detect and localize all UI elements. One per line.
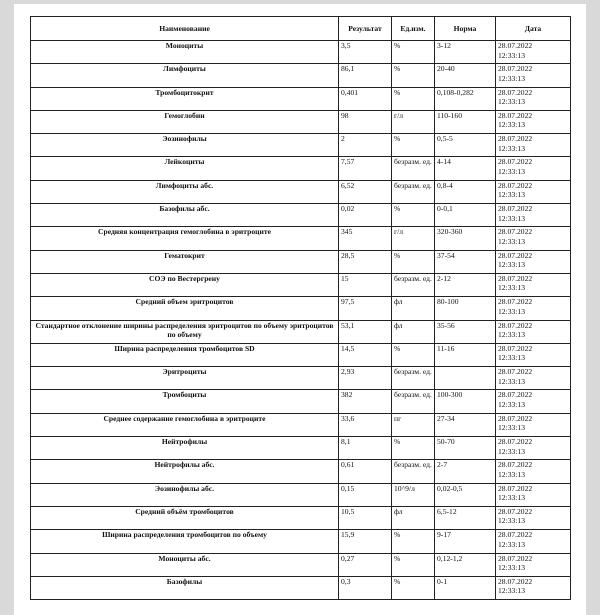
time-value: 12:33:13 [498, 213, 526, 223]
date-cell [496, 157, 571, 180]
result-cell: 86,1 [339, 64, 392, 87]
result-cell: 53,1 [339, 320, 392, 343]
unit-cell: безразм. ед. [392, 180, 435, 203]
date-value: 28.07.2022 [498, 367, 533, 377]
date-cell [496, 367, 571, 390]
time-value: 12:33:13 [498, 190, 526, 200]
table-row [31, 553, 571, 576]
test-name-cell: Среднее содержание гемоглобина в эритроците [31, 413, 339, 436]
table-row [31, 390, 571, 413]
result-cell: 7,57 [339, 157, 392, 180]
norm-cell: 3-12 [435, 41, 496, 64]
unit-cell: % [392, 64, 435, 87]
norm-cell: 320-360 [435, 227, 496, 250]
table-row [31, 483, 571, 506]
table-row [31, 41, 571, 64]
date-cell [496, 437, 571, 460]
test-name-cell: Стандартное отклонение ширины распределения эритроцитов по объему эритроцитов по объему [31, 320, 339, 343]
date-value: 28.07.2022 [498, 460, 533, 470]
time-value: 12:33:13 [498, 376, 526, 386]
date-cell [496, 343, 571, 366]
date-value: 28.07.2022 [498, 87, 533, 97]
date-cell [496, 483, 571, 506]
time-value: 12:33:13 [498, 539, 526, 549]
result-cell: 0,3 [339, 576, 392, 599]
result-cell: 8,1 [339, 437, 392, 460]
time-value: 12:33:13 [498, 236, 526, 246]
time-value: 12:33:13 [498, 73, 526, 83]
test-name-cell: Средний объем эритроцитов [31, 297, 339, 320]
date-cell [496, 320, 571, 343]
date-cell [496, 390, 571, 413]
date-value: 28.07.2022 [498, 64, 533, 74]
unit-cell: безразм. ед. [392, 157, 435, 180]
result-cell: 0,401 [339, 87, 392, 110]
unit-cell: % [392, 553, 435, 576]
unit-cell: безразм. ед. [392, 390, 435, 413]
date-value: 28.07.2022 [498, 553, 533, 563]
norm-cell: 20-40 [435, 64, 496, 87]
test-name-cell: Эритроциты [31, 367, 339, 390]
time-value: 12:33:13 [498, 306, 526, 316]
result-cell: 10,5 [339, 506, 392, 529]
unit-cell: фл [392, 297, 435, 320]
result-cell: 0,02 [339, 204, 392, 227]
date-value: 28.07.2022 [498, 273, 533, 283]
test-name-cell: Нейтрофилы [31, 437, 339, 460]
date-cell [496, 297, 571, 320]
table-row [31, 180, 571, 203]
result-cell: 0,27 [339, 553, 392, 576]
test-name-cell: Ширина распределения тромбоцитов SD [31, 343, 339, 366]
test-name-cell: СОЭ по Вестергрену [31, 273, 339, 296]
unit-cell: % [392, 437, 435, 460]
table-header-row [31, 17, 571, 41]
norm-cell: 80-100 [435, 297, 496, 320]
unit-cell: безразм. ед. [392, 460, 435, 483]
table-row [31, 134, 571, 157]
norm-cell: 0-1 [435, 576, 496, 599]
norm-cell: 27-34 [435, 413, 496, 436]
unit-cell: % [392, 134, 435, 157]
date-value: 28.07.2022 [498, 134, 533, 144]
result-cell: 15 [339, 273, 392, 296]
date-cell [496, 64, 571, 87]
date-cell [496, 204, 571, 227]
norm-cell: 35-56 [435, 320, 496, 343]
unit-cell: % [392, 87, 435, 110]
date-value: 28.07.2022 [498, 180, 533, 190]
result-cell: 2,93 [339, 367, 392, 390]
date-value: 28.07.2022 [498, 250, 533, 260]
norm-cell: 37-54 [435, 250, 496, 273]
table-row [31, 157, 571, 180]
time-value: 12:33:13 [498, 399, 526, 409]
result-cell: 15,9 [339, 530, 392, 553]
unit-cell: % [392, 250, 435, 273]
unit-cell: безразм. ед. [392, 367, 435, 390]
date-cell [496, 530, 571, 553]
norm-cell: 0,12-1,2 [435, 553, 496, 576]
time-value: 12:33:13 [498, 283, 526, 293]
result-cell: 0,15 [339, 483, 392, 506]
test-name-cell: Лимфоциты абс. [31, 180, 339, 203]
date-cell [496, 273, 571, 296]
table-row [31, 64, 571, 87]
table-row [31, 297, 571, 320]
result-cell: 98 [339, 110, 392, 133]
table-row [31, 87, 571, 110]
date-cell [496, 41, 571, 64]
header-date: Дата [496, 17, 571, 41]
time-value: 12:33:13 [498, 143, 526, 153]
table-row [31, 343, 571, 366]
header-name: Наименование [31, 17, 339, 41]
time-value: 12:33:13 [498, 563, 526, 573]
time-value: 12:33:13 [498, 516, 526, 526]
norm-cell: 2-12 [435, 273, 496, 296]
date-cell [496, 553, 571, 576]
unit-cell: безразм. ед. [392, 273, 435, 296]
norm-cell: 0,8-4 [435, 180, 496, 203]
date-value: 28.07.2022 [498, 390, 533, 400]
test-name-cell: Ширина распределения тромбоцитов по объему [31, 530, 339, 553]
date-value: 28.07.2022 [498, 413, 533, 423]
norm-cell: 110-160 [435, 110, 496, 133]
time-value: 12:33:13 [498, 97, 526, 107]
date-cell [496, 180, 571, 203]
test-name-cell: Базофилы абс. [31, 204, 339, 227]
table-row [31, 367, 571, 390]
norm-cell: 9-17 [435, 530, 496, 553]
date-value: 28.07.2022 [498, 157, 533, 167]
norm-cell: 50-70 [435, 437, 496, 460]
test-name-cell: Нейтрофилы абс. [31, 460, 339, 483]
date-cell [496, 227, 571, 250]
test-name-cell: Моноциты абс. [31, 553, 339, 576]
test-name-cell: Гематокрит [31, 250, 339, 273]
date-value: 28.07.2022 [498, 320, 533, 330]
time-value: 12:33:13 [498, 469, 526, 479]
date-cell [496, 576, 571, 599]
time-value: 12:33:13 [498, 260, 526, 270]
result-cell: 382 [339, 390, 392, 413]
date-value: 28.07.2022 [498, 343, 533, 353]
unit-cell: г/л [392, 110, 435, 133]
date-cell [496, 87, 571, 110]
unit-cell: % [392, 576, 435, 599]
header-norm: Норма [435, 17, 496, 41]
date-cell [496, 413, 571, 436]
unit-cell: 10^9/л [392, 483, 435, 506]
table-row [31, 437, 571, 460]
table-row [31, 250, 571, 273]
time-value: 12:33:13 [498, 493, 526, 503]
header-result: Результат [339, 17, 392, 41]
table-row [31, 204, 571, 227]
result-cell: 0,61 [339, 460, 392, 483]
time-value: 12:33:13 [498, 423, 526, 433]
date-value: 28.07.2022 [498, 297, 533, 307]
header-unit: Ед.изм. [392, 17, 435, 41]
date-value: 28.07.2022 [498, 41, 533, 50]
date-value: 28.07.2022 [498, 483, 533, 493]
date-value: 28.07.2022 [498, 227, 533, 237]
table-row [31, 576, 571, 599]
date-value: 28.07.2022 [498, 204, 533, 214]
test-name-cell: Средняя концентрация гемоглобина в эритроците [31, 227, 339, 250]
date-value: 28.07.2022 [498, 530, 533, 540]
norm-cell: 11-16 [435, 343, 496, 366]
table-row [31, 460, 571, 483]
date-cell [496, 110, 571, 133]
lab-results-table [30, 16, 571, 600]
norm-cell: 6,5-12 [435, 506, 496, 529]
result-cell: 97,5 [339, 297, 392, 320]
result-cell: 14,5 [339, 343, 392, 366]
time-value: 12:33:13 [498, 50, 526, 60]
test-name-cell: Средний объём тромбоцитов [31, 506, 339, 529]
table-row [31, 506, 571, 529]
document-page [14, 4, 586, 615]
norm-cell: 0,02-0,5 [435, 483, 496, 506]
unit-cell: % [392, 41, 435, 64]
test-name-cell: Моноциты [31, 41, 339, 64]
unit-cell: % [392, 204, 435, 227]
time-value: 12:33:13 [498, 120, 526, 130]
norm-cell: 4-14 [435, 157, 496, 180]
unit-cell: фл [392, 506, 435, 529]
date-cell [496, 506, 571, 529]
norm-cell: 100-300 [435, 390, 496, 413]
test-name-cell: Тромбоцитокрит [31, 87, 339, 110]
test-name-cell: Гемоглобин [31, 110, 339, 133]
unit-cell: пг [392, 413, 435, 436]
table-row [31, 413, 571, 436]
norm-cell: 0,108-0,282 [435, 87, 496, 110]
result-cell: 28,5 [339, 250, 392, 273]
date-value: 28.07.2022 [498, 506, 533, 516]
result-cell: 33,6 [339, 413, 392, 436]
norm-cell [435, 367, 496, 390]
date-cell [496, 460, 571, 483]
table-row [31, 227, 571, 250]
test-name-cell: Эозинофилы абс. [31, 483, 339, 506]
norm-cell: 0,5-5 [435, 134, 496, 157]
date-cell [496, 250, 571, 273]
date-value: 28.07.2022 [498, 576, 533, 586]
test-name-cell: Лимфоциты [31, 64, 339, 87]
test-name-cell: Базофилы [31, 576, 339, 599]
table-body [31, 41, 571, 600]
result-cell: 6,52 [339, 180, 392, 203]
date-value: 28.07.2022 [498, 110, 533, 120]
table-row [31, 273, 571, 296]
time-value: 12:33:13 [498, 166, 526, 176]
unit-cell: г/л [392, 227, 435, 250]
table-row [31, 110, 571, 133]
test-name-cell: Тромбоциты [31, 390, 339, 413]
time-value: 12:33:13 [498, 353, 526, 363]
test-name-cell: Эозинофилы [31, 134, 339, 157]
unit-cell: % [392, 530, 435, 553]
result-cell: 345 [339, 227, 392, 250]
date-cell [496, 134, 571, 157]
unit-cell: фл [392, 320, 435, 343]
unit-cell: % [392, 343, 435, 366]
table-row [31, 530, 571, 553]
result-cell: 2 [339, 134, 392, 157]
norm-cell: 2-7 [435, 460, 496, 483]
norm-cell: 0-0,1 [435, 204, 496, 227]
time-value: 12:33:13 [498, 330, 526, 340]
test-name-cell: Лейкоциты [31, 157, 339, 180]
table-row [31, 320, 571, 343]
result-cell: 3,5 [339, 41, 392, 64]
date-value: 28.07.2022 [498, 437, 533, 447]
time-value: 12:33:13 [498, 586, 526, 596]
time-value: 12:33:13 [498, 446, 526, 456]
